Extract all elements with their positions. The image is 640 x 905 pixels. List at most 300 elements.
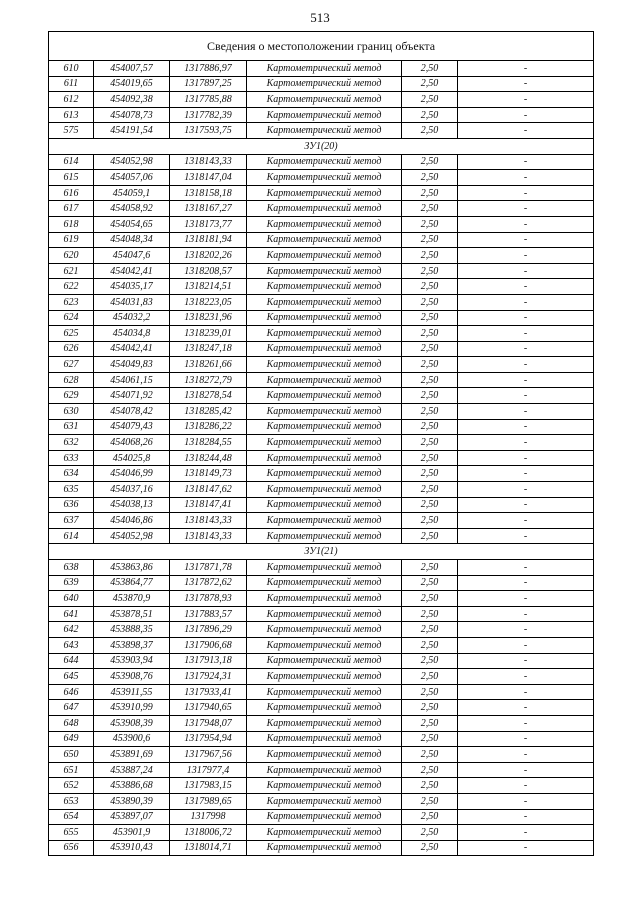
point-number-cell: 614 [49,528,94,544]
coord-x-cell: 454046,86 [94,513,170,529]
description-cell: - [458,435,594,451]
table-row [49,76,594,92]
table-row [49,466,594,482]
coord-x-cell: 453897,07 [94,809,170,825]
coord-x-cell: 454034,8 [94,326,170,342]
method-cell: Картометрический метод [247,248,402,264]
coord-x-cell: 454048,34 [94,232,170,248]
accuracy-cell: 2,50 [402,435,458,451]
coord-y-cell: 1318147,62 [170,482,247,498]
accuracy-cell: 2,50 [402,404,458,420]
description-cell: - [458,684,594,700]
method-cell: Картометрический метод [247,528,402,544]
coord-x-cell: 454191,54 [94,123,170,139]
description-cell: - [458,154,594,170]
coord-y-cell: 1317967,56 [170,747,247,763]
coord-x-cell: 453911,55 [94,684,170,700]
coord-y-cell: 1317883,57 [170,606,247,622]
section-label: ЗУ1(21) [49,544,594,560]
coord-x-cell: 453891,69 [94,747,170,763]
method-cell: Картометрический метод [247,326,402,342]
coord-y-cell: 1318202,26 [170,248,247,264]
table-row [49,715,594,731]
method-cell: Картометрический метод [247,216,402,232]
method-cell: Картометрический метод [247,840,402,856]
point-number-cell: 639 [49,575,94,591]
coord-x-cell: 454092,38 [94,92,170,108]
method-cell: Картометрический метод [247,341,402,357]
point-number-cell: 654 [49,809,94,825]
coord-y-cell: 1318143,33 [170,528,247,544]
description-cell: - [458,591,594,607]
method-cell: Картометрический метод [247,404,402,420]
accuracy-cell: 2,50 [402,482,458,498]
table-row [49,684,594,700]
accuracy-cell: 2,50 [402,793,458,809]
coord-y-cell: 1317897,25 [170,76,247,92]
method-cell: Картометрический метод [247,435,402,451]
point-number-cell: 644 [49,653,94,669]
method-cell: Картометрический метод [247,263,402,279]
table-row [49,482,594,498]
coord-y-cell: 1317593,75 [170,123,247,139]
coord-y-cell: 1318143,33 [170,154,247,170]
coord-y-cell: 1318239,01 [170,326,247,342]
point-number-cell: 633 [49,450,94,466]
coord-x-cell: 453886,68 [94,778,170,794]
point-number-cell: 647 [49,700,94,716]
method-cell: Картометрический метод [247,622,402,638]
coord-y-cell: 1318223,05 [170,294,247,310]
table-row [49,669,594,685]
table-row [49,279,594,295]
method-cell: Картометрический метод [247,279,402,295]
description-cell: - [458,809,594,825]
description-cell: - [458,560,594,576]
table-row [49,232,594,248]
description-cell: - [458,669,594,685]
description-cell: - [458,185,594,201]
method-cell: Картометрический метод [247,560,402,576]
accuracy-cell: 2,50 [402,107,458,123]
coord-x-cell: 454037,16 [94,482,170,498]
coord-y-cell: 1318158,18 [170,185,247,201]
table-row [49,185,594,201]
point-number-cell: 655 [49,825,94,841]
table-row [49,170,594,186]
point-number-cell: 621 [49,263,94,279]
accuracy-cell: 2,50 [402,684,458,700]
point-number-cell: 615 [49,170,94,186]
point-number-cell: 611 [49,76,94,92]
accuracy-cell: 2,50 [402,263,458,279]
coord-y-cell: 1318149,73 [170,466,247,482]
table-row [49,248,594,264]
accuracy-cell: 2,50 [402,575,458,591]
accuracy-cell: 2,50 [402,170,458,186]
accuracy-cell: 2,50 [402,825,458,841]
coord-x-cell: 454032,2 [94,310,170,326]
point-number-cell: 616 [49,185,94,201]
point-number-cell: 645 [49,669,94,685]
method-cell: Картометрический метод [247,92,402,108]
point-number-cell: 627 [49,357,94,373]
table-row [49,591,594,607]
table-row [49,622,594,638]
accuracy-cell: 2,50 [402,326,458,342]
point-number-cell: 618 [49,216,94,232]
accuracy-cell: 2,50 [402,61,458,77]
coord-x-cell: 453864,77 [94,575,170,591]
point-number-cell: 617 [49,201,94,217]
method-cell: Картометрический метод [247,450,402,466]
section-label: ЗУ1(20) [49,138,594,154]
coord-y-cell: 1318285,42 [170,404,247,420]
point-number-cell: 631 [49,419,94,435]
coord-x-cell: 453878,51 [94,606,170,622]
description-cell: - [458,310,594,326]
point-number-cell: 625 [49,326,94,342]
point-number-cell: 634 [49,466,94,482]
accuracy-cell: 2,50 [402,715,458,731]
coord-y-cell: 1318261,66 [170,357,247,373]
method-cell: Картометрический метод [247,372,402,388]
boundary-coordinates-table [48,31,594,856]
point-number-cell: 642 [49,622,94,638]
table-row [49,637,594,653]
table-row [49,560,594,576]
coord-y-cell: 1317948,07 [170,715,247,731]
method-cell: Картометрический метод [247,123,402,139]
description-cell: - [458,123,594,139]
point-number-cell: 628 [49,372,94,388]
point-number-cell: 624 [49,310,94,326]
method-cell: Картометрический метод [247,419,402,435]
accuracy-cell: 2,50 [402,341,458,357]
method-cell: Картометрический метод [247,107,402,123]
accuracy-cell: 2,50 [402,700,458,716]
coord-x-cell: 454047,6 [94,248,170,264]
coord-y-cell: 1318284,55 [170,435,247,451]
coord-x-cell: 453898,37 [94,637,170,653]
table-row [49,762,594,778]
description-cell: - [458,372,594,388]
table-row [49,263,594,279]
table-row [49,747,594,763]
method-cell: Картометрический метод [247,809,402,825]
point-number-cell: 646 [49,684,94,700]
description-cell: - [458,404,594,420]
point-number-cell: 635 [49,482,94,498]
description-cell: - [458,793,594,809]
accuracy-cell: 2,50 [402,591,458,607]
description-cell: - [458,357,594,373]
table-row [49,778,594,794]
method-cell: Картометрический метод [247,513,402,529]
accuracy-cell: 2,50 [402,669,458,685]
method-cell: Картометрический метод [247,684,402,700]
table-row [49,92,594,108]
coord-x-cell: 453908,39 [94,715,170,731]
table-row [49,793,594,809]
table-row [49,497,594,513]
point-number-cell: 638 [49,560,94,576]
method-cell: Картометрический метод [247,357,402,373]
description-cell: - [458,606,594,622]
coord-y-cell: 1317872,62 [170,575,247,591]
description-cell: - [458,76,594,92]
table-row [49,575,594,591]
description-cell: - [458,388,594,404]
coord-x-cell: 454019,65 [94,76,170,92]
coord-y-cell: 1317896,29 [170,622,247,638]
table-title: Сведения о местоположении границ объекта [49,32,594,61]
point-number-cell: 612 [49,92,94,108]
method-cell: Картометрический метод [247,669,402,685]
accuracy-cell: 2,50 [402,76,458,92]
accuracy-cell: 2,50 [402,216,458,232]
method-cell: Картометрический метод [247,154,402,170]
method-cell: Картометрический метод [247,762,402,778]
description-cell: - [458,715,594,731]
method-cell: Картометрический метод [247,715,402,731]
table-title-row [49,32,594,61]
method-cell: Картометрический метод [247,778,402,794]
description-cell: - [458,731,594,747]
table-row [49,606,594,622]
point-number-cell: 656 [49,840,94,856]
table-row [49,294,594,310]
point-number-cell: 623 [49,294,94,310]
coord-x-cell: 454031,83 [94,294,170,310]
accuracy-cell: 2,50 [402,372,458,388]
accuracy-cell: 2,50 [402,294,458,310]
table-row [49,825,594,841]
coord-y-cell: 1318244,48 [170,450,247,466]
table-row [49,310,594,326]
description-cell: - [458,622,594,638]
coord-y-cell: 1317785,88 [170,92,247,108]
method-cell: Картометрический метод [247,201,402,217]
coord-x-cell: 454025,8 [94,450,170,466]
coord-y-cell: 1318147,04 [170,170,247,186]
description-cell: - [458,450,594,466]
method-cell: Картометрический метод [247,637,402,653]
point-number-cell: 622 [49,279,94,295]
table-row [49,700,594,716]
point-number-cell: 620 [49,248,94,264]
description-cell: - [458,482,594,498]
coord-x-cell: 454058,92 [94,201,170,217]
coord-x-cell: 453890,39 [94,793,170,809]
coord-x-cell: 454052,98 [94,528,170,544]
description-cell: - [458,216,594,232]
coord-x-cell: 454061,15 [94,372,170,388]
accuracy-cell: 2,50 [402,466,458,482]
accuracy-cell: 2,50 [402,762,458,778]
description-cell: - [458,107,594,123]
table-row [49,653,594,669]
coord-x-cell: 454049,83 [94,357,170,373]
accuracy-cell: 2,50 [402,809,458,825]
coord-y-cell: 1318181,94 [170,232,247,248]
method-cell: Картометрический метод [247,497,402,513]
coord-x-cell: 454057,06 [94,170,170,186]
method-cell: Картометрический метод [247,591,402,607]
point-number-cell: 640 [49,591,94,607]
point-number-cell: 651 [49,762,94,778]
coord-y-cell: 1318014,71 [170,840,247,856]
description-cell: - [458,326,594,342]
description-cell: - [458,700,594,716]
description-cell: - [458,279,594,295]
accuracy-cell: 2,50 [402,653,458,669]
accuracy-cell: 2,50 [402,637,458,653]
description-cell: - [458,637,594,653]
coord-y-cell: 1318286,22 [170,419,247,435]
description-cell: - [458,201,594,217]
method-cell: Картометрический метод [247,731,402,747]
coord-y-cell: 1318006,72 [170,825,247,841]
table-row [49,528,594,544]
method-cell: Картометрический метод [247,232,402,248]
point-number-cell: 641 [49,606,94,622]
accuracy-cell: 2,50 [402,731,458,747]
coord-y-cell: 1317933,41 [170,684,247,700]
accuracy-cell: 2,50 [402,419,458,435]
accuracy-cell: 2,50 [402,840,458,856]
point-number-cell: 650 [49,747,94,763]
table-row [49,201,594,217]
table-row [49,419,594,435]
description-cell: - [458,341,594,357]
description-cell: - [458,653,594,669]
point-number-cell: 619 [49,232,94,248]
point-number-cell: 629 [49,388,94,404]
method-cell: Картометрический метод [247,388,402,404]
coord-x-cell: 453903,94 [94,653,170,669]
coord-y-cell: 1318208,57 [170,263,247,279]
accuracy-cell: 2,50 [402,310,458,326]
point-number-cell: 649 [49,731,94,747]
coord-y-cell: 1318278,54 [170,388,247,404]
point-number-cell: 610 [49,61,94,77]
method-cell: Картометрический метод [247,294,402,310]
point-number-cell: 613 [49,107,94,123]
coord-x-cell: 454071,92 [94,388,170,404]
method-cell: Картометрический метод [247,793,402,809]
method-cell: Картометрический метод [247,575,402,591]
table-row [49,123,594,139]
accuracy-cell: 2,50 [402,450,458,466]
method-cell: Картометрический метод [247,466,402,482]
coord-x-cell: 454078,42 [94,404,170,420]
coord-x-cell: 453870,9 [94,591,170,607]
description-cell: - [458,528,594,544]
coord-x-cell: 453887,24 [94,762,170,778]
method-cell: Картометрический метод [247,700,402,716]
accuracy-cell: 2,50 [402,232,458,248]
description-cell: - [458,92,594,108]
coord-x-cell: 454079,43 [94,419,170,435]
point-number-cell: 653 [49,793,94,809]
description-cell: - [458,762,594,778]
coord-y-cell: 1318214,51 [170,279,247,295]
accuracy-cell: 2,50 [402,606,458,622]
accuracy-cell: 2,50 [402,123,458,139]
table-body [49,32,594,856]
coord-y-cell: 1317878,93 [170,591,247,607]
point-number-cell: 614 [49,154,94,170]
description-cell: - [458,747,594,763]
coord-x-cell: 454035,17 [94,279,170,295]
accuracy-cell: 2,50 [402,388,458,404]
accuracy-cell: 2,50 [402,279,458,295]
table-row [49,731,594,747]
method-cell: Картометрический метод [247,185,402,201]
coord-y-cell: 1318231,96 [170,310,247,326]
coord-y-cell: 1317954,94 [170,731,247,747]
coord-x-cell: 454007,57 [94,61,170,77]
coord-y-cell: 1317924,31 [170,669,247,685]
description-cell: - [458,170,594,186]
table-row [49,61,594,77]
description-cell: - [458,263,594,279]
method-cell: Картометрический метод [247,482,402,498]
table-row [49,372,594,388]
coord-y-cell: 1318247,18 [170,341,247,357]
coord-x-cell: 453900,6 [94,731,170,747]
section-row [49,544,594,560]
accuracy-cell: 2,50 [402,560,458,576]
coord-y-cell: 1318167,27 [170,201,247,217]
coord-x-cell: 453863,86 [94,560,170,576]
coord-y-cell: 1317913,18 [170,653,247,669]
table-row [49,357,594,373]
coord-x-cell: 454042,41 [94,341,170,357]
accuracy-cell: 2,50 [402,513,458,529]
coord-x-cell: 454046,99 [94,466,170,482]
description-cell: - [458,778,594,794]
table-row [49,341,594,357]
description-cell: - [458,419,594,435]
table-row [49,809,594,825]
coord-y-cell: 1317782,39 [170,107,247,123]
accuracy-cell: 2,50 [402,778,458,794]
coord-x-cell: 453910,99 [94,700,170,716]
coord-y-cell: 1317940,65 [170,700,247,716]
method-cell: Картометрический метод [247,747,402,763]
table-row [49,107,594,123]
accuracy-cell: 2,50 [402,497,458,513]
accuracy-cell: 2,50 [402,747,458,763]
coord-x-cell: 454054,65 [94,216,170,232]
accuracy-cell: 2,50 [402,622,458,638]
coord-x-cell: 454038,13 [94,497,170,513]
coord-x-cell: 453901,9 [94,825,170,841]
coord-x-cell: 454068,26 [94,435,170,451]
accuracy-cell: 2,50 [402,92,458,108]
description-cell: - [458,497,594,513]
coord-y-cell: 1318143,33 [170,513,247,529]
point-number-cell: 652 [49,778,94,794]
description-cell: - [458,232,594,248]
coord-x-cell: 454052,98 [94,154,170,170]
table-row [49,450,594,466]
coord-y-cell: 1317886,97 [170,61,247,77]
description-cell: - [458,61,594,77]
point-number-cell: 648 [49,715,94,731]
